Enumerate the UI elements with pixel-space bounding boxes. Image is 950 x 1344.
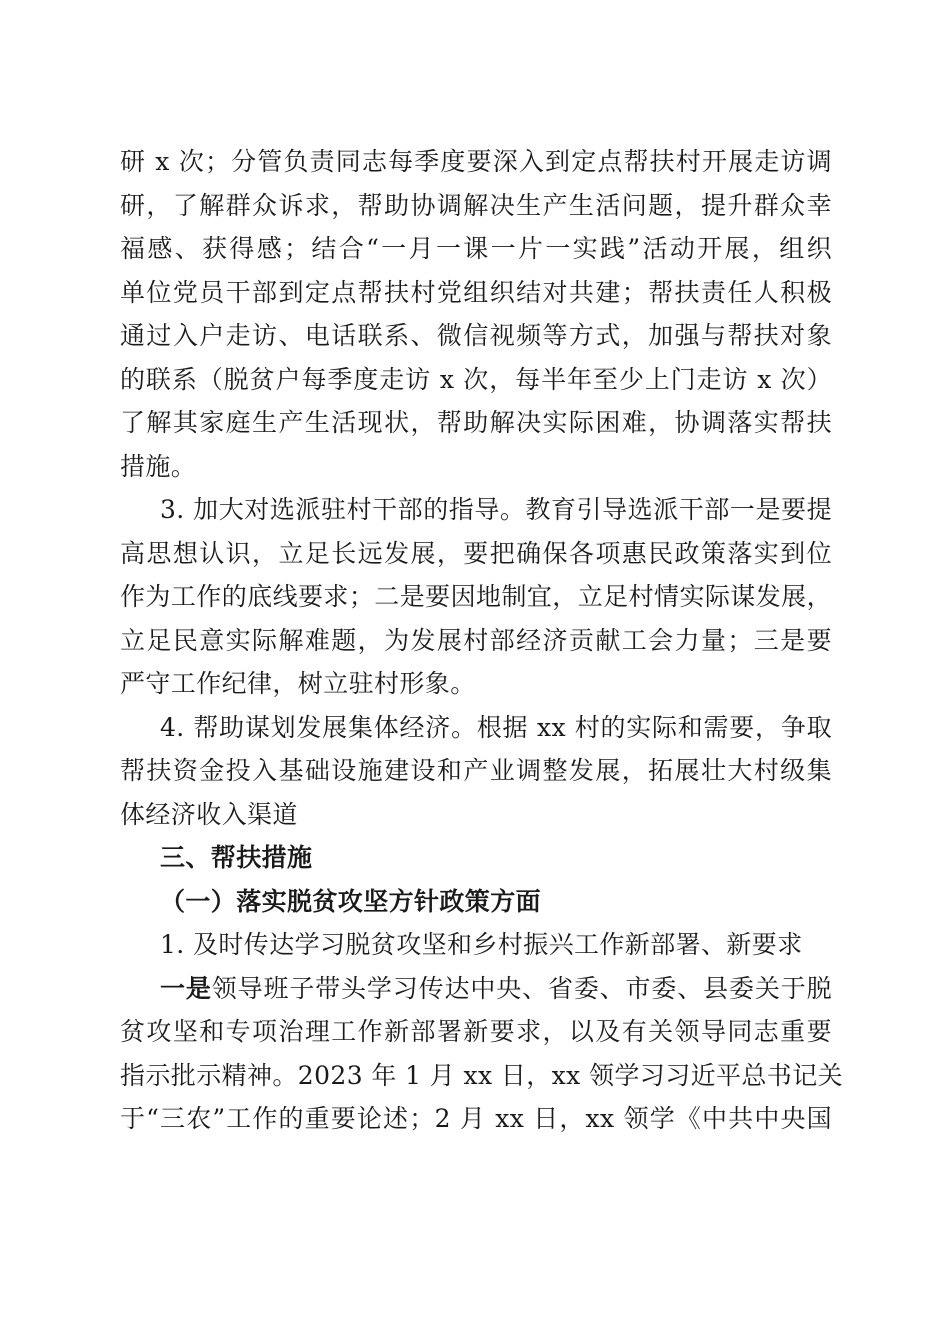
text-line: 研 x 次；分管负责同志每季度要深入到定点帮扶村开展走访调 — [120, 147, 832, 176]
text-line: 福感、获得感；结合“一月一课一片一实践”活动开展，组织 — [120, 234, 832, 263]
text-line: 的联系（脱贫户每季度走访 x 次，每半年至少上门走访 x 次） — [120, 364, 832, 394]
text-line: 了解其家庭生产生活现状，帮助解决实际困难，协调落实帮扶 — [120, 408, 832, 437]
text-line-body: 领导班子带头学习传达中央、省委、市委、县委关于脱 — [211, 973, 832, 1003]
subsection-heading — [120, 880, 832, 924]
text-line: 4. 帮助谋划发展集体经济。根据 xx 村的实际和需要，争取 — [160, 712, 832, 742]
text-line: 体经济收入渠道 — [120, 799, 298, 829]
lead-phrase: 一是 — [160, 973, 212, 1003]
text-line: 通过入户走访、电话联系、微信视频等方式，加强与帮扶对象 — [120, 321, 832, 350]
text-line: 指示批示精神。2023 年 1 月 xx 日，xx 领学习习近平总书记关 — [120, 1060, 844, 1090]
paragraph-item-3 — [120, 488, 832, 706]
text-line: 立足民意实际解难题，为发展村部经济贡献工会力量；三是要 — [120, 625, 832, 655]
document-page — [120, 140, 844, 1141]
section-title: 三、帮扶措施 — [160, 843, 313, 872]
text-line: 措施。 — [120, 451, 197, 481]
text-line: 贫攻坚和专项治理工作新部署新要求，以及有关领导同志重要 — [120, 1017, 832, 1046]
text-line: 3. 加大对选派驻村干部的指导。教育引导选派干部一是要提 — [160, 495, 832, 524]
paragraph-visits — [120, 140, 832, 488]
section-heading — [120, 836, 832, 880]
text-line: 研，了解群众诉求，帮助协调解决生产生活问题，提升群众幸 — [120, 190, 832, 220]
text-line: 高思想认识，立足长远发展，要把确保各项惠民政策落实到位 — [120, 538, 832, 568]
paragraph-item-4 — [120, 706, 832, 837]
paragraph-item-1 — [120, 923, 832, 967]
text-line: 单位党员干部到定点帮扶村党组织结对共建；帮扶责任人积极 — [120, 277, 832, 307]
text-line: 1. 及时传达学习脱贫攻坚和乡村振兴工作新部署、新要求 — [160, 930, 803, 959]
text-line: 作为工作的底线要求；二是要因地制宜，立足村情实际谋发展， — [120, 582, 832, 611]
subsection-title: （一）落实脱贫攻坚方针政策方面 — [160, 886, 542, 916]
text-line: 严守工作纪律，树立驻村形象。 — [120, 669, 476, 698]
paragraph-study — [120, 967, 844, 1141]
text-line — [120, 967, 832, 1011]
text-line: 帮扶资金投入基础设施建设和产业调整发展，拓展壮大村级集 — [120, 756, 832, 785]
text-line: 于“三农”工作的重要论述；2 月 xx 日，xx 领学《中共中央国 — [120, 1104, 832, 1133]
